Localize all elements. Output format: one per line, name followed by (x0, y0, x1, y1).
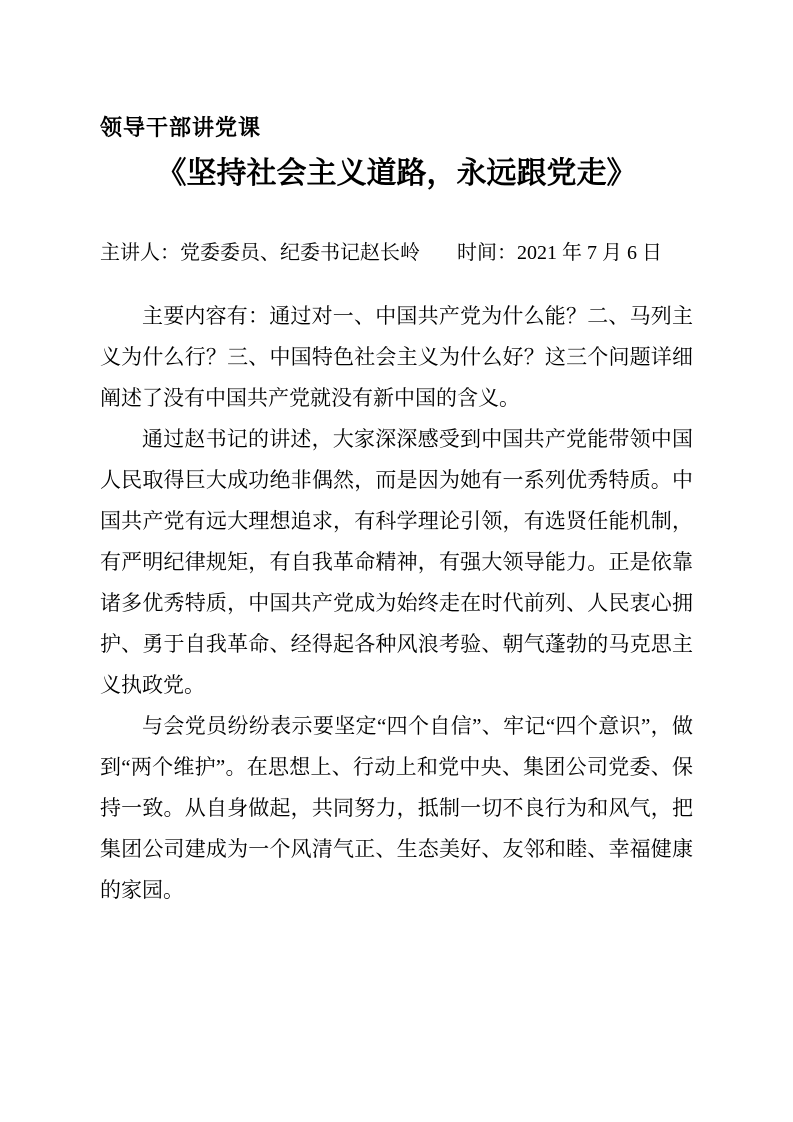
paragraph: 通过赵书记的讲述，大家深深感受到中国共产党能带领中国人民取得巨大成功绝非偶然，而是因为她有一系列优秀特质。中国共产党有远大理想追求，有科学理论引领，有选贤任能机制，有严明纪律规矩，有自我革命精神，有强大领导能力。正是依靠诸多优秀特质，中国共产党成为始终走在时代前列、人民衷心拥护、勇于自我革命、经得起各种风浪考验、朝气蓬勃的马克思主义执政党。 (100, 427, 693, 697)
speaker-info: 主讲人：党委委员、纪委书记赵长岭 (100, 242, 420, 264)
time-info: 时间：2021 年 7 月 6 日 (457, 242, 662, 264)
paragraph: 与会党员纷纷表示要坚定“四个自信”、牢记“四个意识”，做到“两个维护”。在思想上、行动上和党中央、集团公司党委、保持一致。从自身做起，共同努力，抵制一切不良行为和风气，把集团公司建成为一个风清气正、生态美好、友邻和睦、幸福健康的家园。 (100, 714, 693, 902)
document-kicker: 领导干部讲党课 (100, 115, 262, 140)
paragraph: 主要内容有：通过对一、中国共产党为什么能？二、马列主义为什么行？三、中国特色社会主义为什么好？这三个问题详细阐述了没有中国共产党就没有新中国的含义。 (100, 304, 693, 410)
document-body (100, 296, 693, 911)
document-meta-line (100, 240, 693, 266)
document-title: 《坚持社会主义道路，永远跟党走》 (156, 157, 637, 190)
